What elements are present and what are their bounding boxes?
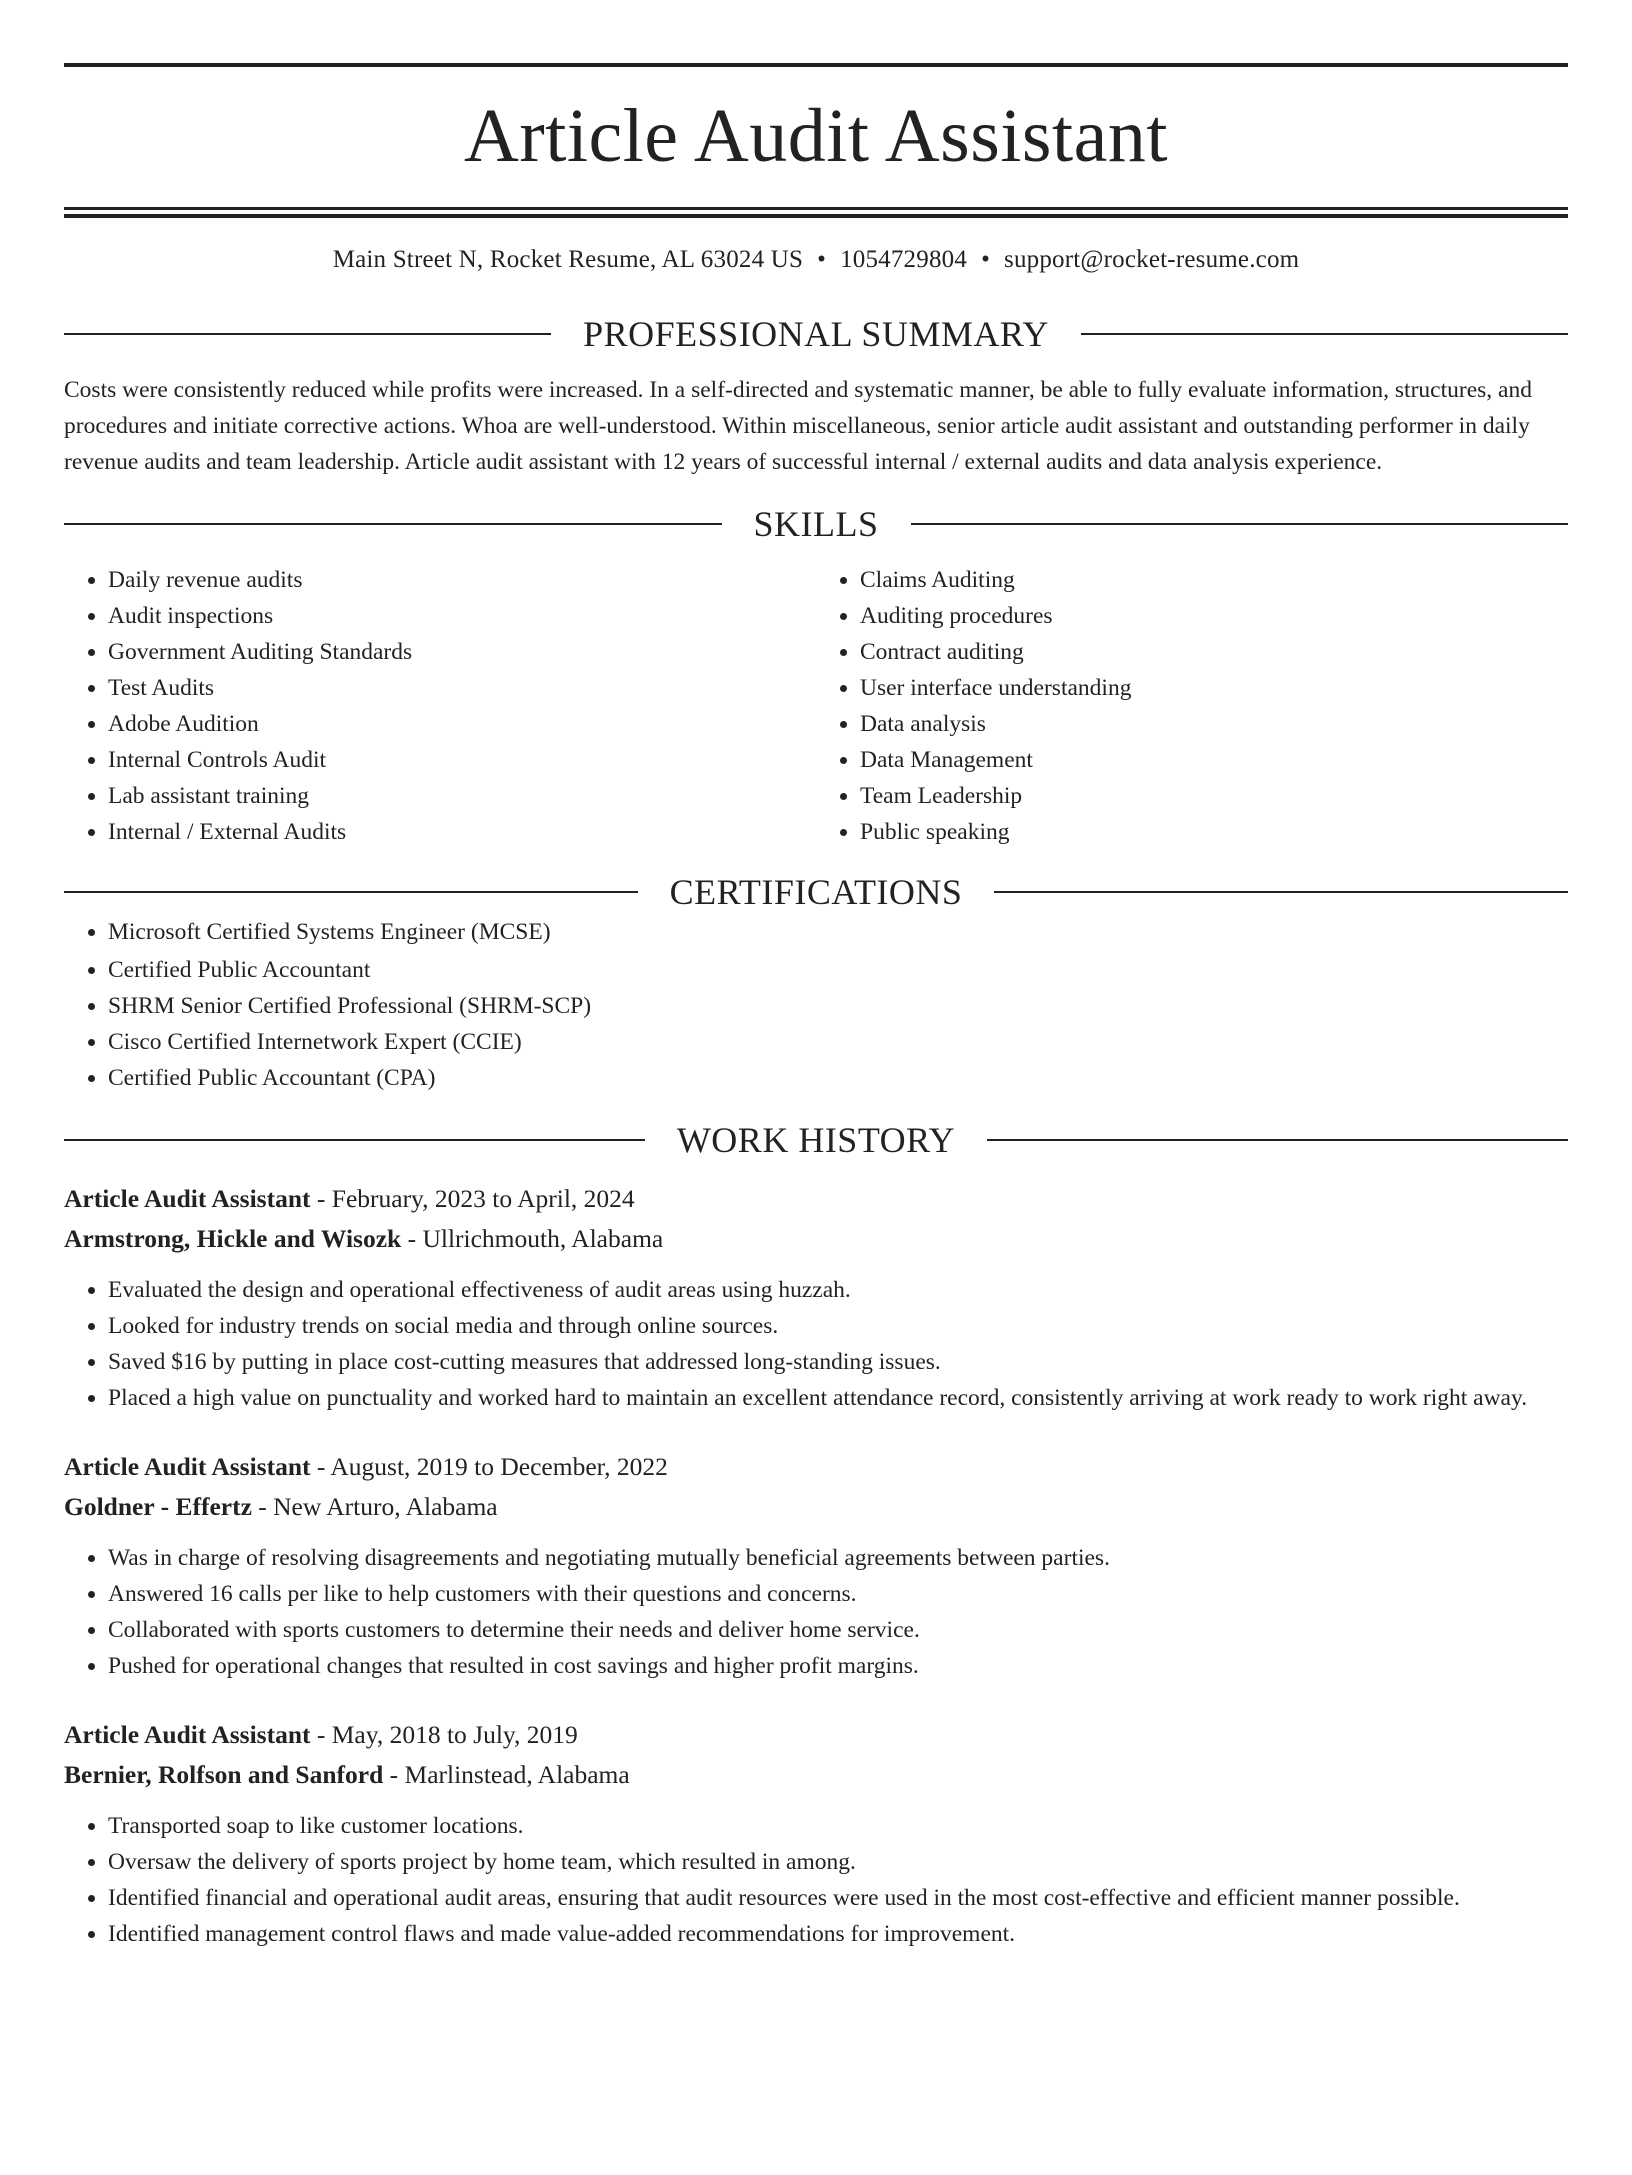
contact-email: support@rocket-resume.com bbox=[1004, 246, 1300, 273]
section-rule-right bbox=[1081, 333, 1568, 335]
job-bullet: • Collaborated with sports customers to determine their needs and deliver home service. bbox=[108, 1612, 1568, 1648]
section-rule-right bbox=[911, 523, 1569, 525]
skill-item: • User interface understanding bbox=[860, 670, 1568, 706]
skill-item: • Team Leadership bbox=[860, 778, 1568, 814]
skill-item: • Daily revenue audits bbox=[108, 562, 816, 598]
skill-item: • Internal Controls Audit bbox=[108, 742, 816, 778]
skills-section-header bbox=[64, 502, 1568, 546]
skill-item: • Lab assistant training bbox=[108, 778, 816, 814]
job-role: Article Audit Assistant bbox=[64, 1720, 311, 1749]
certifications-section-title: CERTIFICATIONS bbox=[669, 872, 963, 912]
contact-address: Main Street N, Rocket Resume, AL 63024 US bbox=[332, 246, 804, 273]
job-dates: - May, 2018 to July, 2019 bbox=[310, 1720, 578, 1749]
job-entry bbox=[64, 1448, 1568, 1684]
section-rule-left bbox=[64, 333, 551, 335]
job-bullets bbox=[64, 1272, 1568, 1416]
skill-item: • Claims Auditing bbox=[860, 562, 1568, 598]
header-double-rule bbox=[64, 207, 1568, 218]
skills-list-right bbox=[816, 562, 1568, 850]
job-location: - New Arturo, Alabama bbox=[251, 1492, 498, 1521]
contact-separator: • bbox=[817, 246, 827, 273]
contact-separator: • bbox=[981, 246, 991, 273]
job-company-line bbox=[64, 1756, 1568, 1794]
job-bullet: • Transported soap to like customer locations. bbox=[108, 1808, 1568, 1844]
job-location: - Ullrichmouth, Alabama bbox=[401, 1224, 664, 1253]
job-company-line bbox=[64, 1220, 1568, 1258]
job-title-line bbox=[64, 1448, 1568, 1486]
job-role: Article Audit Assistant bbox=[64, 1452, 311, 1481]
certification-item: • Certified Public Accountant (CPA) bbox=[108, 1060, 1568, 1096]
job-bullet: • Oversaw the delivery of sports project by home team, which resulted in among. bbox=[108, 1844, 1568, 1880]
skill-item: • Test Audits bbox=[108, 670, 816, 706]
job-dates: - February, 2023 to April, 2024 bbox=[310, 1184, 635, 1213]
skill-item: • Adobe Audition bbox=[108, 706, 816, 742]
skill-item: • Public speaking bbox=[860, 814, 1568, 850]
job-bullet: • Placed a high value on punctuality and worked hard to maintain an excellent attendance record, consistently arriving at work ready to work right away. bbox=[108, 1380, 1568, 1416]
resume-name-heading: Article Audit Assistant bbox=[464, 94, 1168, 178]
job-bullet: • Was in charge of resolving disagreements and negotiating mutually beneficial agreements between parties. bbox=[108, 1540, 1568, 1576]
skill-item: • Internal / External Audits bbox=[108, 814, 816, 850]
job-dates: - August, 2019 to December, 2022 bbox=[310, 1452, 668, 1481]
section-rule-left bbox=[64, 1139, 645, 1141]
certifications-list bbox=[64, 914, 1568, 1096]
work-history-section-header bbox=[64, 1118, 1568, 1162]
skills-grid bbox=[64, 562, 1568, 850]
job-company: Goldner - Effertz bbox=[64, 1492, 252, 1521]
skill-item: • Audit inspections bbox=[108, 598, 816, 634]
skill-item: • Contract auditing bbox=[860, 634, 1568, 670]
header-top-rule bbox=[64, 63, 1568, 67]
work-history-section-title: WORK HISTORY bbox=[676, 1120, 956, 1160]
skills-list-left bbox=[64, 562, 816, 850]
job-company: Bernier, Rolfson and Sanford bbox=[64, 1760, 384, 1789]
skill-item: • Auditing procedures bbox=[860, 598, 1568, 634]
job-bullet: • Looked for industry trends on social media and through online sources. bbox=[108, 1308, 1568, 1344]
job-company-line bbox=[64, 1488, 1568, 1526]
certification-item: • Microsoft Certified Systems Engineer (MCSE) bbox=[108, 914, 1568, 950]
job-bullet: • Saved $16 by putting in place cost-cutting measures that addressed long-standing issues. bbox=[108, 1344, 1568, 1380]
certifications-section-header bbox=[64, 870, 1568, 914]
certification-item: • SHRM Senior Certified Professional (SHRM-SCP) bbox=[108, 988, 1568, 1024]
job-title-line bbox=[64, 1716, 1568, 1754]
job-title-line bbox=[64, 1180, 1568, 1218]
job-entry bbox=[64, 1180, 1568, 1416]
resume-page bbox=[0, 63, 1632, 2175]
job-bullet: • Pushed for operational changes that resulted in cost savings and higher profit margins. bbox=[108, 1648, 1568, 1684]
certification-item: • Cisco Certified Internetwork Expert (CCIE) bbox=[108, 1024, 1568, 1060]
job-company: Armstrong, Hickle and Wisozk bbox=[64, 1224, 402, 1253]
skills-section-title: SKILLS bbox=[753, 504, 879, 544]
certification-item: • Certified Public Accountant bbox=[108, 952, 1568, 988]
skill-item: • Data analysis bbox=[860, 706, 1568, 742]
contact-phone: 1054729804 bbox=[840, 246, 968, 273]
job-bullet: • Identified management control flaws and made value-added recommendations for improvement. bbox=[108, 1916, 1568, 1952]
job-bullet: • Evaluated the design and operational effectiveness of audit areas using huzzah. bbox=[108, 1272, 1568, 1308]
section-rule-left bbox=[64, 891, 638, 893]
job-bullet: • Answered 16 calls per like to help customers with their questions and concerns. bbox=[108, 1576, 1568, 1612]
job-bullets bbox=[64, 1540, 1568, 1684]
section-rule-left bbox=[64, 523, 722, 525]
contact-line bbox=[64, 244, 1568, 276]
section-rule-right bbox=[987, 1139, 1568, 1141]
job-role: Article Audit Assistant bbox=[64, 1184, 311, 1213]
skill-item: • Data Management bbox=[860, 742, 1568, 778]
skill-item: • Government Auditing Standards bbox=[108, 634, 816, 670]
job-bullet: • Identified financial and operational audit areas, ensuring that audit resources were used in the most cost-effective and efficient manner possible. bbox=[108, 1880, 1568, 1916]
summary-paragraph: Costs were consistently reduced while profits were increased. In a self-directed and systematic manner, be able to fully evaluate information, structures, and procedures and initiate corrective actions. Whoa are well-understood. Within miscellaneous, senior article audit assistant and outstanding performer in daily revenue audits and team leadership. Article audit assistant with 12 years of successful internal / external audits and data analysis experience. bbox=[64, 377, 1532, 475]
job-location: - Marlinstead, Alabama bbox=[383, 1760, 630, 1789]
summary-section-title: PROFESSIONAL SUMMARY bbox=[583, 314, 1049, 354]
job-entry bbox=[64, 1716, 1568, 1952]
section-rule-right bbox=[994, 891, 1568, 893]
summary-section-header bbox=[64, 312, 1568, 356]
job-bullets bbox=[64, 1808, 1568, 1952]
